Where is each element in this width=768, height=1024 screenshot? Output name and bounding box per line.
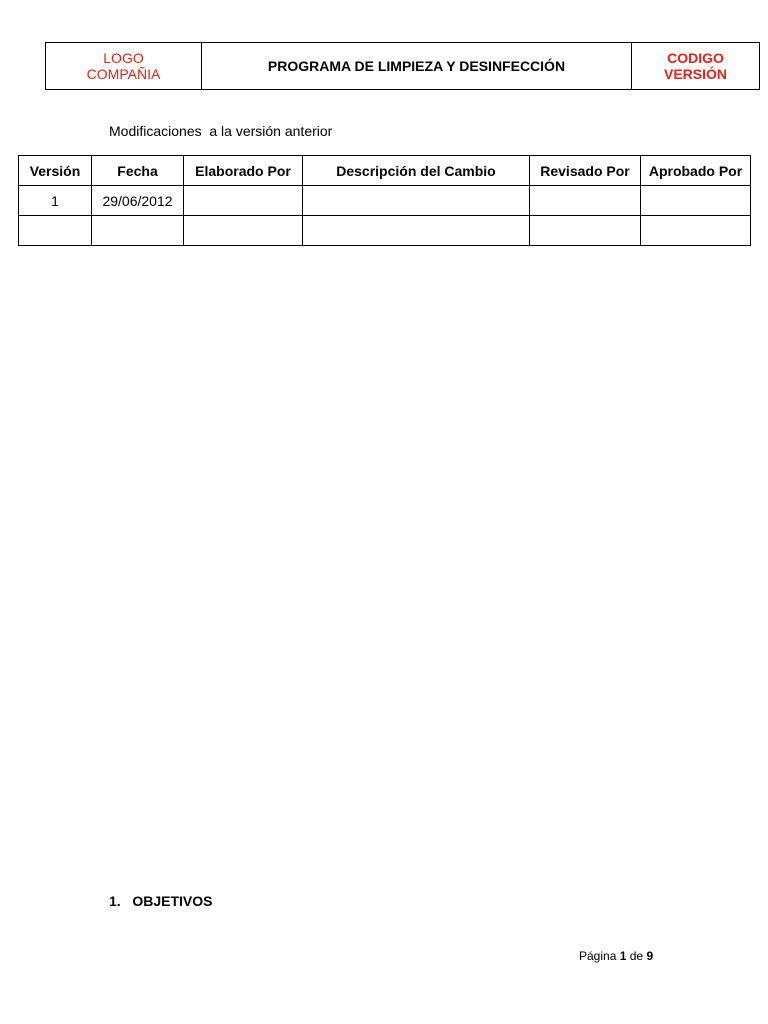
document-header (45, 42, 760, 90)
column-header-version: Versión (19, 156, 92, 186)
column-header-change-description: Descripción del Cambio (303, 156, 530, 186)
version-label: VERSIÓN (663, 66, 727, 82)
column-header-prepared-by: Elaborado Por (184, 156, 303, 186)
code-label: CODIGO (667, 50, 724, 66)
current-page: 1 (619, 949, 627, 963)
modifications-label: Modificaciones a la versión anterior (109, 123, 333, 139)
cell-date: 29/06/2012 (92, 186, 184, 216)
logo-placeholder (46, 43, 202, 90)
section-heading-objectives (109, 893, 213, 909)
column-header-reviewed-by: Revisado Por (530, 156, 641, 186)
document-title: PROGRAMA DE LIMPIEZA Y DESINFECCIÓN (202, 43, 632, 90)
table-row (19, 216, 751, 246)
page-word: Página (579, 949, 617, 963)
column-header-date: Fecha (92, 156, 184, 186)
cell-prepared-by (184, 186, 303, 216)
code-version-cell (632, 43, 760, 90)
of-word: de (629, 949, 644, 963)
section-title: OBJETIVOS (132, 893, 213, 909)
cell-version: 1 (19, 186, 92, 216)
total-pages: 9 (646, 949, 654, 963)
table-row (19, 186, 751, 216)
modifications-table (18, 155, 751, 246)
section-number: 1. (109, 893, 121, 909)
cell-date (92, 216, 184, 246)
column-header-approved-by: Aprobado Por (641, 156, 751, 186)
logo-line-1: LOGO (103, 50, 144, 66)
page-number-footer (579, 949, 653, 963)
cell-change-description (303, 186, 530, 216)
cell-approved-by (641, 216, 751, 246)
table-header-row (19, 156, 751, 186)
cell-approved-by (641, 186, 751, 216)
cell-version (19, 216, 92, 246)
cell-prepared-by (184, 216, 303, 246)
cell-reviewed-by (530, 186, 641, 216)
logo-line-2: COMPAÑIA (86, 66, 161, 82)
cell-reviewed-by (530, 216, 641, 246)
cell-change-description (303, 216, 530, 246)
